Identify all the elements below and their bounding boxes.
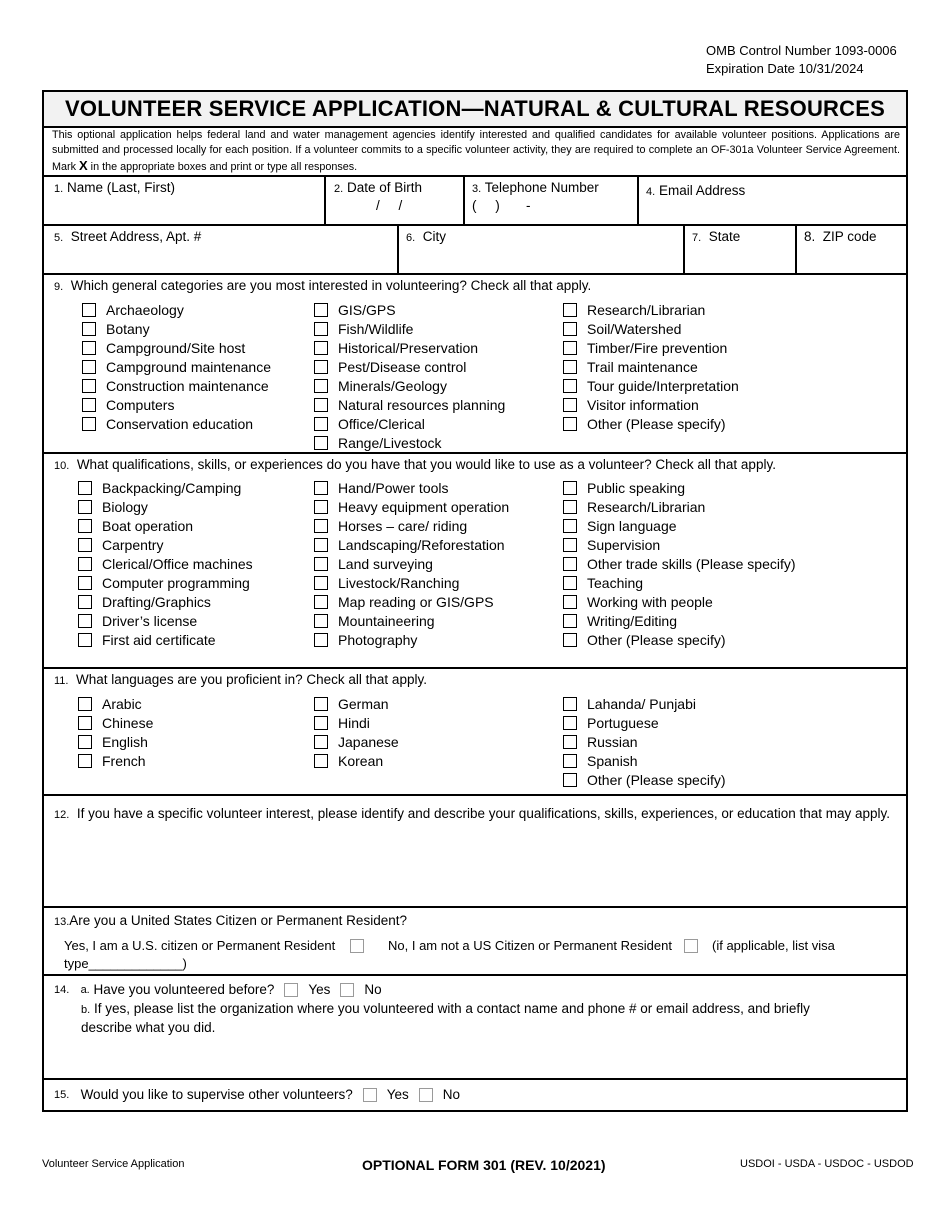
field-dob[interactable] xyxy=(334,180,422,195)
divider xyxy=(44,452,906,454)
divider xyxy=(44,667,906,669)
checkbox-label: Biology xyxy=(102,498,148,515)
omb-info xyxy=(706,42,897,78)
footer-agencies: USDOI - USDA - USDOC - USDOD xyxy=(740,1158,914,1170)
checkbox-item[interactable] xyxy=(563,497,796,516)
divider xyxy=(324,175,326,225)
checkbox[interactable] xyxy=(314,322,328,336)
checkbox-item[interactable] xyxy=(563,414,739,433)
checkbox-yes[interactable] xyxy=(284,983,298,997)
checkbox-item[interactable] xyxy=(314,497,509,516)
field-number: 1. xyxy=(54,183,64,195)
q11-column-1 xyxy=(78,694,153,770)
question-number: 9. xyxy=(54,281,64,293)
checkbox-label: Range/Livestock xyxy=(338,434,442,451)
checkbox-item[interactable] xyxy=(82,357,271,376)
field-number: 8. xyxy=(804,229,816,244)
checkbox-yes[interactable] xyxy=(363,1088,377,1102)
checkbox[interactable] xyxy=(314,614,328,628)
checkbox-label: Campground maintenance xyxy=(106,358,271,375)
checkbox-item[interactable] xyxy=(563,319,739,338)
checkbox-label: Visitor information xyxy=(587,396,699,413)
checkbox-label: Other (Please specify) xyxy=(587,415,726,432)
checkbox[interactable] xyxy=(563,576,577,590)
checkbox-item[interactable] xyxy=(78,554,253,573)
divider xyxy=(795,224,797,274)
checkbox[interactable] xyxy=(314,754,328,768)
question-text: Would you like to supervise other volunteers? xyxy=(80,1087,353,1102)
checkbox[interactable] xyxy=(314,417,328,431)
option-label-no: No xyxy=(442,1087,461,1102)
checkbox-label: Russian xyxy=(587,733,638,750)
checkbox-label: Arabic xyxy=(102,695,142,712)
checkbox-label: First aid certificate xyxy=(102,631,216,648)
checkbox[interactable] xyxy=(563,557,577,571)
checkbox-label: Heavy equipment operation xyxy=(338,498,510,515)
checkbox[interactable] xyxy=(78,735,92,749)
checkbox-item[interactable] xyxy=(314,414,505,433)
checkbox-item[interactable] xyxy=(82,300,271,319)
field-label: City xyxy=(422,229,446,244)
checkbox[interactable] xyxy=(82,303,96,317)
checkbox-item[interactable] xyxy=(563,535,796,554)
option-label: Yes, I am a U.S. citizen or Permanent Resident xyxy=(64,938,336,953)
checkbox[interactable] xyxy=(78,500,92,514)
divider xyxy=(44,224,906,226)
field-label: Street Address, Apt. # xyxy=(70,229,202,244)
checkbox-label: Clerical/Office machines xyxy=(102,555,253,572)
checkbox-item[interactable] xyxy=(78,694,153,713)
checkbox[interactable] xyxy=(563,481,577,495)
checkbox-item[interactable] xyxy=(82,414,271,433)
checkbox-label: Writing/Editing xyxy=(587,612,678,629)
checkbox-item[interactable] xyxy=(563,573,796,592)
checkbox[interactable] xyxy=(314,360,328,374)
expiration-date: Expiration Date 10/31/2024 xyxy=(706,61,864,76)
question-number: 12. xyxy=(54,809,70,821)
checkbox-label: Other trade skills (Please specify) xyxy=(587,555,796,572)
checkbox-label: Japanese xyxy=(338,733,399,750)
checkbox-label: German xyxy=(338,695,389,712)
checkbox-label: Korean xyxy=(338,752,384,769)
checkbox[interactable] xyxy=(563,595,577,609)
checkbox-item[interactable] xyxy=(78,592,253,611)
checkbox-item[interactable] xyxy=(314,694,399,713)
checkbox-item[interactable] xyxy=(78,573,253,592)
checkbox[interactable] xyxy=(82,398,96,412)
checkbox-item[interactable] xyxy=(314,554,509,573)
checkbox[interactable] xyxy=(563,697,577,711)
option-label-yes: Yes xyxy=(308,982,331,997)
checkbox-item[interactable] xyxy=(563,694,726,713)
checkbox[interactable] xyxy=(563,754,577,768)
q9-column-3 xyxy=(563,300,739,433)
checkbox-label: Portuguese xyxy=(587,714,659,731)
divider xyxy=(683,224,685,274)
checkbox-item[interactable] xyxy=(314,319,505,338)
checkbox-label: Working with people xyxy=(587,593,713,610)
question-number: 14. xyxy=(54,983,70,996)
question-text: Have you volunteered before? xyxy=(93,982,275,997)
checkbox[interactable] xyxy=(563,716,577,730)
q15 xyxy=(54,1087,460,1102)
checkbox[interactable] xyxy=(563,500,577,514)
divider xyxy=(44,794,906,796)
field-zip[interactable] xyxy=(804,229,877,244)
checkbox[interactable] xyxy=(82,360,96,374)
q11-column-2 xyxy=(314,694,399,770)
field-number: 2. xyxy=(334,183,344,195)
checkbox-item[interactable] xyxy=(82,376,271,395)
checkbox[interactable] xyxy=(314,436,328,450)
intro-part-2: in the appropriate boxes and print or type all responses. xyxy=(87,161,358,173)
option-label-no: No xyxy=(364,982,382,997)
checkbox[interactable] xyxy=(563,360,577,374)
checkbox-label: Teaching xyxy=(587,574,644,591)
q10-column-3 xyxy=(563,478,796,649)
checkbox-label: Livestock/Ranching xyxy=(338,574,460,591)
checkbox[interactable] xyxy=(563,303,577,317)
checkbox[interactable] xyxy=(314,341,328,355)
checkbox[interactable] xyxy=(314,303,328,317)
checkbox-label: Hand/Power tools xyxy=(338,479,449,496)
question-number: 11. xyxy=(54,675,69,687)
q14a xyxy=(54,982,382,997)
checkbox-label: Land surveying xyxy=(338,555,433,572)
checkbox-item[interactable] xyxy=(78,732,153,751)
question-text: What qualifications, skills, or experiences do you have that you would like to use as a volunteer? Check all that apply. xyxy=(76,457,776,472)
checkbox-label: Tour guide/Interpretation xyxy=(587,377,739,394)
checkbox[interactable] xyxy=(563,773,577,787)
checkbox-label: Backpacking/Camping xyxy=(102,479,242,496)
checkbox-label: Research/Librarian xyxy=(587,498,706,515)
checkbox-label: Sign language xyxy=(587,517,677,534)
option-label-yes: Yes xyxy=(386,1087,409,1102)
checkbox[interactable] xyxy=(78,576,92,590)
checkbox-item[interactable] xyxy=(314,376,505,395)
checkbox[interactable] xyxy=(314,398,328,412)
checkbox[interactable] xyxy=(314,379,328,393)
checkbox-label: Timber/Fire prevention xyxy=(587,339,728,356)
checkbox-item[interactable] xyxy=(314,433,505,452)
option-label: No, I am not a US Citizen or Permanent Resident xyxy=(388,938,672,953)
checkbox-label: Supervision xyxy=(587,536,661,553)
dob-format: / / xyxy=(376,198,403,213)
checkbox-label: Pest/Disease control xyxy=(338,358,467,375)
checkbox[interactable] xyxy=(78,538,92,552)
checkbox[interactable] xyxy=(78,614,92,628)
checkbox-label: English xyxy=(102,733,148,750)
checkbox-label: Soil/Watershed xyxy=(587,320,682,337)
checkbox-item[interactable] xyxy=(314,357,505,376)
telephone-format: ( ) - xyxy=(472,198,531,213)
checkbox[interactable] xyxy=(563,633,577,647)
question-number: 13. xyxy=(54,916,70,928)
checkbox-item[interactable] xyxy=(78,713,153,732)
checkbox[interactable] xyxy=(563,398,577,412)
divider xyxy=(44,906,906,908)
checkbox-item[interactable] xyxy=(82,338,271,357)
checkbox-item[interactable] xyxy=(563,478,796,497)
intro-part-1: This optional application helps federal land and water management agencies identify interested and qualified candidates for available volunteer positions. Applications are submitted and processed locally for each position. If a volunteer commits to a specific volunteer activity, they are required to complete an OF-301a Volunteer Service Agreement. Mark xyxy=(52,129,900,173)
q13-no-option[interactable] xyxy=(388,938,706,953)
question-text: What languages are you proficient in? Check all that apply. xyxy=(76,672,427,687)
field-number: 6. xyxy=(406,232,416,244)
q10-column-2 xyxy=(314,478,509,649)
checkbox-label: French xyxy=(102,752,146,769)
checkbox-label: Map reading or GIS/GPS xyxy=(338,593,494,610)
checkbox-item[interactable] xyxy=(314,395,505,414)
checkbox-item[interactable] xyxy=(563,357,739,376)
checkbox-label: Archaeology xyxy=(106,301,184,318)
checkbox[interactable] xyxy=(684,939,698,953)
field-number: 7. xyxy=(692,232,702,244)
checkbox-item[interactable] xyxy=(563,713,726,732)
question-text: If yes, please list the organization where you volunteered with a contact name and phone # or email address, and briefly xyxy=(93,1001,810,1016)
checkbox[interactable] xyxy=(78,595,92,609)
question-text: If you have a specific volunteer interest, please identify and describe your qualifications, skills, experiences, or education that may apply. xyxy=(76,806,891,821)
checkbox-item[interactable] xyxy=(314,732,399,751)
field-telephone[interactable] xyxy=(472,180,599,195)
field-label: State xyxy=(708,229,741,244)
checkbox[interactable] xyxy=(563,379,577,393)
checkbox-item[interactable] xyxy=(314,300,505,319)
q9-column-2 xyxy=(314,300,505,452)
checkbox-label: Hindi xyxy=(338,714,370,731)
checkbox-item[interactable] xyxy=(78,751,153,770)
checkbox-item[interactable] xyxy=(314,478,509,497)
omb-control-number: OMB Control Number 1093-0006 xyxy=(706,43,897,58)
checkbox-label: Conservation education xyxy=(106,415,254,432)
checkbox[interactable] xyxy=(563,735,577,749)
checkbox-item[interactable] xyxy=(563,338,739,357)
checkbox-item[interactable] xyxy=(314,516,509,535)
q9-title xyxy=(54,278,591,293)
checkbox[interactable] xyxy=(314,576,328,590)
checkbox-item[interactable] xyxy=(563,751,726,770)
form-title: VOLUNTEER SERVICE APPLICATION—NATURAL & CULTURAL RESOURCES xyxy=(44,92,906,128)
checkbox[interactable] xyxy=(78,716,92,730)
divider xyxy=(44,1078,906,1080)
field-name[interactable] xyxy=(54,180,175,195)
q13-visa-type[interactable]: type_____________) xyxy=(64,956,187,971)
checkbox-label: Lahanda/ Punjabi xyxy=(587,695,696,712)
checkbox-no[interactable] xyxy=(419,1088,433,1102)
checkbox[interactable] xyxy=(563,322,577,336)
q9-column-1 xyxy=(82,300,271,433)
checkbox[interactable] xyxy=(314,557,328,571)
checkbox-label: Other (Please specify) xyxy=(587,771,726,788)
field-label: Name (Last, First) xyxy=(66,180,175,195)
checkbox-item[interactable] xyxy=(82,319,271,338)
divider xyxy=(44,273,906,275)
checkbox[interactable] xyxy=(82,379,96,393)
question-text: Are you a United States Citizen or Permanent Resident? xyxy=(69,913,407,928)
field-label: Telephone Number xyxy=(484,180,599,195)
checkbox[interactable] xyxy=(314,716,328,730)
checkbox[interactable] xyxy=(314,519,328,533)
checkbox-label: Spanish xyxy=(587,752,638,769)
checkbox[interactable] xyxy=(82,322,96,336)
checkbox[interactable] xyxy=(563,417,577,431)
checkbox[interactable] xyxy=(314,538,328,552)
checkbox[interactable] xyxy=(78,481,92,495)
field-number: 5. xyxy=(54,232,64,244)
checkbox[interactable] xyxy=(314,595,328,609)
checkbox-label: Construction maintenance xyxy=(106,377,269,394)
divider xyxy=(637,175,639,225)
checkbox-label: Minerals/Geology xyxy=(338,377,447,394)
checkbox-item[interactable] xyxy=(78,478,253,497)
field-street-address[interactable] xyxy=(54,229,201,244)
checkbox[interactable] xyxy=(314,633,328,647)
checkbox-label: Mountaineering xyxy=(338,612,435,629)
checkbox-item[interactable] xyxy=(82,395,271,414)
checkbox-label: Driver’s license xyxy=(102,612,198,629)
checkbox-label: Landscaping/Reforestation xyxy=(338,536,505,553)
checkbox-label: Public speaking xyxy=(587,479,686,496)
checkbox-item[interactable] xyxy=(314,630,509,649)
checkbox-item[interactable] xyxy=(314,751,399,770)
checkbox[interactable] xyxy=(82,341,96,355)
question-number: 10. xyxy=(54,460,70,472)
q11-title xyxy=(54,672,427,687)
checkbox-label: Computer programming xyxy=(102,574,250,591)
question-number: 15. xyxy=(54,1088,70,1101)
checkbox-label: Drafting/Graphics xyxy=(102,593,211,610)
checkbox-item[interactable] xyxy=(563,516,796,535)
application-form xyxy=(42,90,908,1112)
checkbox-label: Botany xyxy=(106,320,150,337)
field-city[interactable] xyxy=(406,229,446,244)
checkbox-label: Photography xyxy=(338,631,418,648)
checkbox-item[interactable] xyxy=(78,630,253,649)
field-email[interactable] xyxy=(646,183,745,198)
checkbox-item[interactable] xyxy=(563,630,796,649)
checkbox[interactable] xyxy=(78,633,92,647)
checkbox[interactable] xyxy=(563,341,577,355)
checkbox[interactable] xyxy=(350,939,364,953)
checkbox-label: Chinese xyxy=(102,714,154,731)
footer-left: Volunteer Service Application xyxy=(42,1158,185,1170)
checkbox[interactable] xyxy=(78,557,92,571)
checkbox-item[interactable] xyxy=(314,592,509,611)
checkbox-item[interactable] xyxy=(78,535,253,554)
checkbox-item[interactable] xyxy=(563,554,796,573)
divider xyxy=(463,175,465,225)
field-number: 4. xyxy=(646,186,656,198)
checkbox-label: Historical/Preservation xyxy=(338,339,479,356)
checkbox-label: Fish/Wildlife xyxy=(338,320,414,337)
checkbox-item[interactable] xyxy=(563,592,796,611)
checkbox-item[interactable] xyxy=(78,516,253,535)
divider xyxy=(44,974,906,976)
checkbox-label: Carpentry xyxy=(102,536,164,553)
checkbox-label: GIS/GPS xyxy=(338,301,396,318)
divider xyxy=(44,175,906,177)
field-state[interactable] xyxy=(692,229,740,244)
checkbox[interactable] xyxy=(78,754,92,768)
checkbox-item[interactable] xyxy=(314,535,509,554)
field-label: Email Address xyxy=(658,183,746,198)
field-label: ZIP code xyxy=(822,229,877,244)
checkbox-label: Office/Clerical xyxy=(338,415,425,432)
q13-title xyxy=(54,913,407,928)
question-text: Which general categories are you most interested in volunteering? Check all that apply. xyxy=(70,278,592,293)
checkbox-item[interactable] xyxy=(314,338,505,357)
q14b xyxy=(81,1001,810,1016)
checkbox[interactable] xyxy=(82,417,96,431)
checkbox-label: Trail maintenance xyxy=(587,358,698,375)
checkbox-label: Horses – care/ riding xyxy=(338,517,468,534)
checkbox[interactable] xyxy=(314,481,328,495)
sub-prefix: b. xyxy=(81,1004,91,1016)
checkbox-no[interactable] xyxy=(340,983,354,997)
checkbox-item[interactable] xyxy=(563,300,739,319)
checkbox[interactable] xyxy=(78,519,92,533)
checkbox[interactable] xyxy=(563,538,577,552)
checkbox[interactable] xyxy=(314,697,328,711)
q12-question xyxy=(54,804,900,825)
checkbox[interactable] xyxy=(314,500,328,514)
checkbox-label: Campground/Site host xyxy=(106,339,246,356)
sub-prefix: a. xyxy=(80,983,90,996)
q14b-line2: describe what you did. xyxy=(81,1020,216,1035)
checkbox-item[interactable] xyxy=(563,770,726,789)
checkbox[interactable] xyxy=(563,614,577,628)
checkbox-label: Boat operation xyxy=(102,517,194,534)
checkbox-item[interactable] xyxy=(563,395,739,414)
q13-yes-option[interactable] xyxy=(64,938,372,953)
checkbox-item[interactable] xyxy=(78,611,253,630)
checkbox-label: Computers xyxy=(106,396,175,413)
checkbox-item[interactable] xyxy=(314,713,399,732)
divider xyxy=(397,224,399,274)
checkbox-item[interactable] xyxy=(314,573,509,592)
checkbox-item[interactable] xyxy=(563,376,739,395)
q13-visa-label: (if applicable, list visa xyxy=(712,938,835,953)
checkbox-item[interactable] xyxy=(563,611,796,630)
checkbox-label: Other (Please specify) xyxy=(587,631,726,648)
checkbox-label: Natural resources planning xyxy=(338,396,506,413)
intro-text xyxy=(52,128,900,175)
checkbox-item[interactable] xyxy=(563,732,726,751)
footer-form-number: OPTIONAL FORM 301 (REV. 10/2021) xyxy=(362,1157,606,1173)
q10-column-1 xyxy=(78,478,253,649)
intro-mark-x: X xyxy=(79,158,88,173)
checkbox[interactable] xyxy=(78,697,92,711)
checkbox-item[interactable] xyxy=(78,497,253,516)
checkbox[interactable] xyxy=(314,735,328,749)
checkbox[interactable] xyxy=(563,519,577,533)
q11-column-3 xyxy=(563,694,726,789)
checkbox-label: Research/Librarian xyxy=(587,301,706,318)
q10-title xyxy=(54,457,776,472)
field-label: Date of Birth xyxy=(346,180,422,195)
checkbox-item[interactable] xyxy=(314,611,509,630)
field-number: 3. xyxy=(472,183,482,195)
